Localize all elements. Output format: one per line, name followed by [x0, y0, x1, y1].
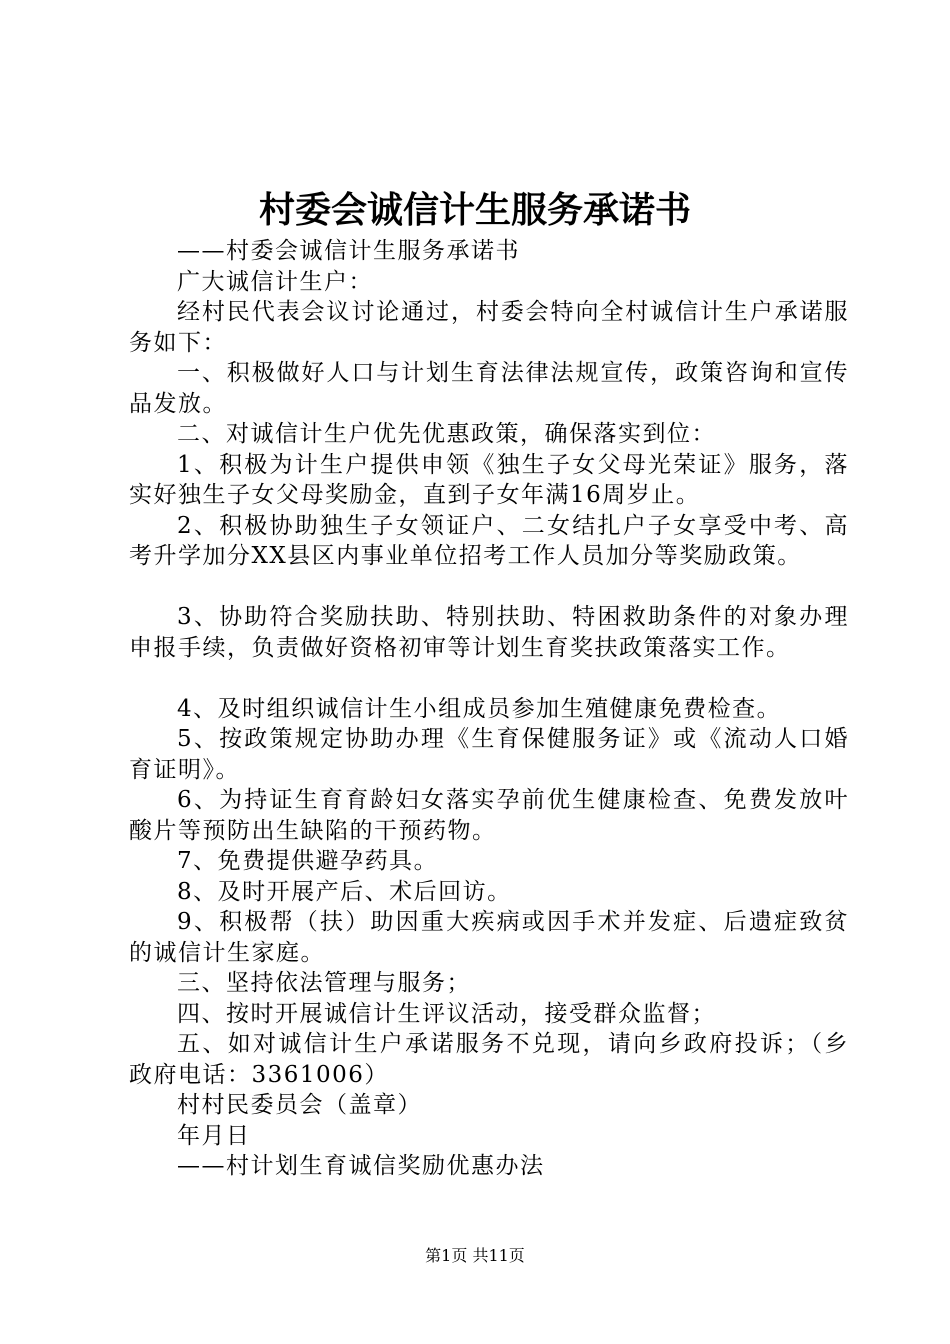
signature-line: 村村民委员会（盖章）	[177, 1092, 422, 1118]
date-line: 年月日	[177, 1122, 251, 1149]
document-title: 村委会诚信计生服务承诺书	[258, 189, 691, 231]
sub-item-6: 6、为持证生育育龄妇女落实孕前优生健康检查、免费发放叶酸片等预防出生缺陷的干预药物。	[129, 787, 849, 844]
intro-paragraph: 经村民代表会议讨论通过，村委会特向全村诚信计生户承诺服务如下：	[129, 299, 849, 356]
commitment-3: 三、坚持依法管理与服务；	[177, 970, 471, 996]
sub-item-4: 4、及时组织诚信计生小组成员参加生殖健康免费检查。	[177, 695, 782, 722]
document-body	[129, 236, 849, 1182]
sub-item-5: 5、按政策规定协助办理《生育保健服务证》或《流动人口婚育证明》。	[129, 726, 849, 783]
sub-item-9: 9、积极帮（扶）助因重大疾病或因手术并发症、后遗症致贫的诚信计生家庭。	[129, 909, 849, 966]
commitment-1: 一、积极做好人口与计划生育法律法规宣传，政策咨询和宣传品发放。	[129, 360, 849, 417]
sub-item-2: 2、积极协助独生子女领证户、二女结扎户子女享受中考、高考升学加分XX县区内事业单位招考工作人员加分等奖励政策。	[129, 512, 849, 569]
sub-item-8: 8、及时开展产后、术后回访。	[177, 878, 512, 905]
salutation: 广大诚信计生户：	[177, 268, 373, 295]
subtitle-line: ——村委会诚信计生服务承诺书	[177, 238, 520, 264]
commitment-5: 五、如对诚信计生户承诺服务不兑现，请向乡政府投诉；（乡政府电话：3361006）	[129, 1031, 849, 1088]
commitment-4: 四、按时开展诚信计生评议活动，接受群众监督；	[177, 1000, 716, 1027]
sub-item-3: 3、协助符合奖励扶助、特别扶助、特困救助条件的对象办理申报手续，负责做好资格初审等计划生育奖扶政策落实工作。	[129, 604, 849, 661]
page-footer: 第1页 共11页	[425, 1246, 525, 1265]
commitment-2: 二、对诚信计生户优先优惠政策，确保落实到位：	[177, 421, 716, 447]
next-section-heading: ——村计划生育诚信奖励优惠办法	[177, 1153, 545, 1179]
sub-item-7: 7、免费提供避孕药具。	[177, 848, 439, 874]
sub-item-1: 1、积极为计生户提供申领《独生子女父母光荣证》服务，落实好独生子女父母奖励金，直到子女年满16周岁止。	[129, 451, 849, 508]
